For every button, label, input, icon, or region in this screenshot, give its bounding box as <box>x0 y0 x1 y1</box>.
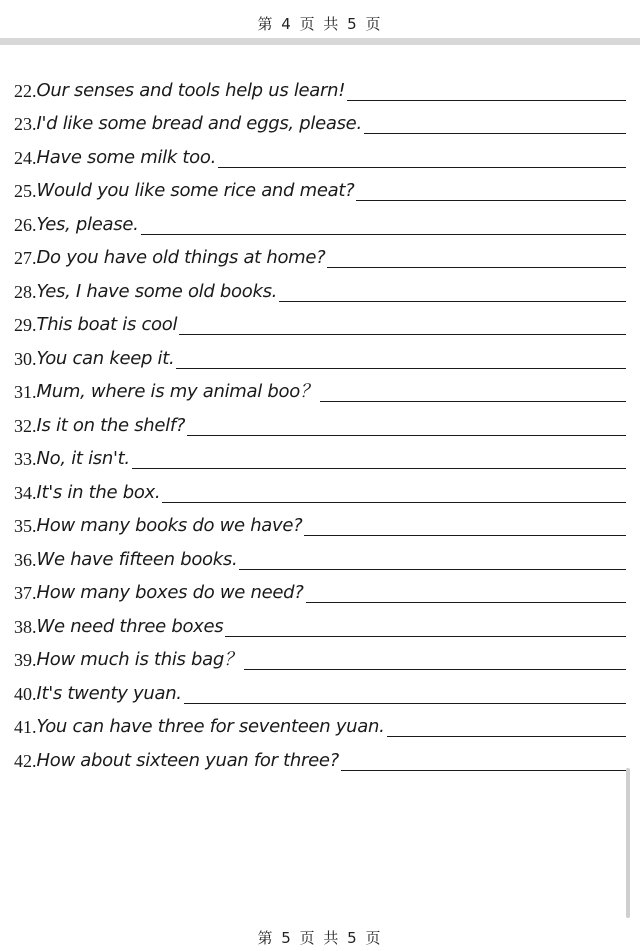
exercise-line <box>14 638 626 672</box>
exercise-sentence: How about sixteen yuan for three? <box>36 749 339 771</box>
answer-blank-line <box>327 267 626 268</box>
exercise-sentence: How many books do we have? <box>36 515 303 536</box>
exercise-line <box>14 403 626 437</box>
answer-blank-line <box>187 435 626 436</box>
exercise-number: 39. <box>14 650 37 670</box>
exercise-sentence: This boat is cool <box>36 314 178 335</box>
exercise-line <box>14 537 626 571</box>
exercise-line <box>14 236 626 270</box>
answer-blank-line <box>341 770 626 771</box>
exercise-sentence: I'd like some bread and eggs, please. <box>36 113 362 134</box>
exercise-line <box>14 336 626 370</box>
exercise-number: 35. <box>14 516 37 536</box>
exercise-number: 30. <box>14 348 37 369</box>
exercise-sentence: Yes, I have some old books. <box>36 280 278 302</box>
exercise-number: 27. <box>14 248 37 268</box>
exercise-line <box>14 202 626 236</box>
exercise-sentence: You can keep it. <box>36 347 175 369</box>
answer-blank-line <box>320 401 626 402</box>
exercise-line <box>14 705 626 739</box>
exercise-sentence: You can have three for seventeen yuan. <box>36 716 385 737</box>
exercise-line <box>14 102 626 136</box>
answer-blank-line <box>347 100 626 101</box>
exercise-sentence: Yes, please. <box>36 213 139 235</box>
exercise-number: 37. <box>14 583 37 603</box>
exercise-number: 28. <box>14 281 37 302</box>
exercise-line <box>14 437 626 471</box>
page-separator <box>0 38 640 45</box>
exercise-number: 26. <box>14 214 37 235</box>
exercise-number: 41. <box>14 717 37 737</box>
answer-blank-line <box>176 368 626 369</box>
answer-blank-line <box>244 669 626 670</box>
exercise-sentence: It's in the box. <box>36 481 161 503</box>
answer-blank-line <box>179 334 626 335</box>
answer-blank-line <box>132 468 626 469</box>
exercise-number: 36. <box>14 549 37 570</box>
exercise-line <box>14 470 626 504</box>
exercise-number: 24. <box>14 147 37 168</box>
answer-blank-line <box>356 200 626 201</box>
exercise-line <box>14 370 626 404</box>
translation-exercise-list <box>14 68 626 772</box>
exercise-number: 25. <box>14 181 37 201</box>
exercise-line <box>14 303 626 337</box>
answer-blank-line <box>225 636 626 637</box>
exercise-sentence: Have some milk too. <box>36 146 217 168</box>
answer-blank-line <box>162 502 626 503</box>
exercise-line <box>14 671 626 705</box>
exercise-number: 23. <box>14 114 37 134</box>
exercise-number: 22. <box>14 80 37 101</box>
exercise-sentence: It's twenty yuan. <box>36 682 182 704</box>
exercise-sentence: Do you have old things at home? <box>36 247 326 268</box>
exercise-number: 40. <box>14 683 37 704</box>
exercise-line <box>14 571 626 605</box>
answer-blank-line <box>239 569 626 570</box>
answer-blank-line <box>279 301 626 302</box>
exercise-number: 31. <box>14 382 37 402</box>
exercise-sentence: Would you like some rice and meat? <box>36 180 355 201</box>
exercise-number: 33. <box>14 449 37 469</box>
exercise-sentence: No, it isn't. <box>36 448 130 469</box>
answer-blank-line <box>184 703 626 704</box>
answer-blank-line <box>218 167 626 168</box>
exercise-sentence: We need three boxes <box>36 615 224 637</box>
answer-blank-line <box>364 133 626 134</box>
answer-blank-line <box>306 602 626 603</box>
answer-blank-line <box>304 535 626 536</box>
exercise-number: 38. <box>14 616 37 637</box>
exercise-number: 42. <box>14 750 37 771</box>
exercise-sentence: Is it on the shelf? <box>36 414 186 436</box>
exercise-sentence: How much is this bag？ <box>36 649 242 670</box>
exercise-sentence: How many boxes do we need? <box>36 582 304 603</box>
exercise-line <box>14 604 626 638</box>
exercise-line <box>14 504 626 538</box>
exercise-line <box>14 738 626 772</box>
exercise-number: 32. <box>14 415 37 436</box>
page-number-top: 第 4 页 共 5 页 <box>257 15 383 33</box>
exercise-line <box>14 269 626 303</box>
answer-blank-line <box>387 736 626 737</box>
exercise-number: 34. <box>14 482 37 503</box>
scrollbar-thumb[interactable] <box>626 768 630 918</box>
exercise-line <box>14 169 626 203</box>
page-number-bottom: 第 5 页 共 5 页 <box>257 929 383 947</box>
exercise-number: 29. <box>14 315 37 335</box>
exercise-sentence: We have fifteen books. <box>36 548 238 570</box>
exercise-line <box>14 135 626 169</box>
exercise-sentence: Our senses and tools help us learn! <box>36 79 346 101</box>
answer-blank-line <box>141 234 626 235</box>
exercise-line <box>14 68 626 102</box>
exercise-sentence: Mum, where is my animal boo？ <box>36 381 318 402</box>
